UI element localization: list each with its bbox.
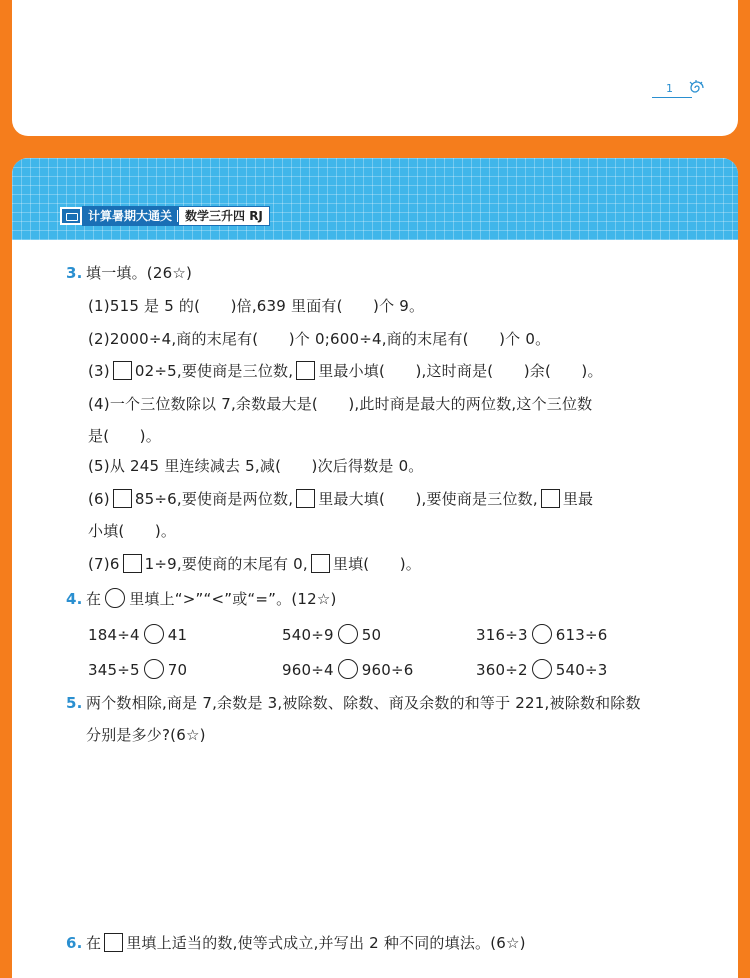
previous-page-bottom bbox=[12, 0, 738, 136]
worksheet-page bbox=[12, 158, 738, 978]
q4-item: 316÷3 613÷6 bbox=[476, 626, 608, 644]
q4-item: 360÷2 540÷3 bbox=[476, 661, 608, 679]
q4-item: 345÷5 70 bbox=[88, 661, 188, 679]
title-divider bbox=[177, 210, 178, 222]
q3-part3: (3) 02÷5,要使商是三位数, 里最小填( ),这时商是( )余( )。 bbox=[88, 362, 603, 380]
answer-box[interactable] bbox=[113, 489, 132, 508]
q4-item: 540÷9 50 bbox=[282, 626, 382, 644]
compare-circle[interactable] bbox=[532, 659, 552, 679]
q3-title: 3. 填一填。(26☆) bbox=[66, 264, 193, 282]
book-icon bbox=[60, 207, 82, 225]
q5-line2: 分别是多少?(6☆) bbox=[86, 726, 206, 744]
swirl-icon bbox=[688, 80, 706, 96]
q3-number: 3. bbox=[66, 264, 83, 282]
q6-title: 6. 在 里填上适当的数,使等式成立,并写出 2 种不同的填法。(6☆) bbox=[66, 934, 526, 952]
answer-box[interactable] bbox=[113, 361, 132, 380]
q5-number: 5. bbox=[66, 694, 83, 712]
page-number: 1 bbox=[652, 82, 692, 98]
q3-part7: (7)6 1÷9,要使商的末尾有 0, 里填( )。 bbox=[88, 555, 422, 573]
grid-header-band bbox=[12, 158, 738, 240]
q3-part6-line1: (6) 85÷6,要使商是两位数, 里最大填( ),要使商是三位数, 里最 bbox=[88, 490, 594, 508]
q4-item: 184÷4 41 bbox=[88, 626, 188, 644]
q3-part4-line1: (4)一个三位数除以 7,余数最大是( ),此时商是最大的两位数,这个三位数 bbox=[88, 395, 593, 413]
series-title: 计算暑期大通关 bbox=[82, 206, 178, 226]
answer-box[interactable] bbox=[296, 361, 315, 380]
compare-circle[interactable] bbox=[338, 624, 358, 644]
q3-part5: (5)从 245 里连续减去 5,减( )次后得数是 0。 bbox=[88, 457, 424, 475]
compare-circle[interactable] bbox=[532, 624, 552, 644]
answer-box[interactable] bbox=[296, 489, 315, 508]
q4-title: 4. 在 里填上“>”“<”或“=”。(12☆) bbox=[66, 590, 337, 608]
q3-part6-line2: 小填( )。 bbox=[88, 522, 177, 540]
grade-title: 数学三升四 RJ bbox=[178, 206, 270, 226]
compare-circle[interactable] bbox=[144, 659, 164, 679]
q3-part1: (1)515 是 5 的( )倍,639 里面有( )个 9。 bbox=[88, 297, 425, 315]
q4-item: 960÷4 960÷6 bbox=[282, 661, 414, 679]
circle-icon bbox=[105, 588, 125, 608]
book-title-bar bbox=[60, 206, 270, 226]
q3-part2: (2)2000÷4,商的末尾有( )个 0;600÷4,商的末尾有( )个 0。 bbox=[88, 330, 551, 348]
compare-circle[interactable] bbox=[144, 624, 164, 644]
answer-box[interactable] bbox=[104, 933, 123, 952]
answer-box[interactable] bbox=[123, 554, 142, 573]
q6-number: 6. bbox=[66, 934, 83, 952]
answer-box[interactable] bbox=[541, 489, 560, 508]
q5-line1: 5. 两个数相除,商是 7,余数是 3,被除数、除数、商及余数的和等于 221,被除数和除数 bbox=[66, 694, 641, 712]
compare-circle[interactable] bbox=[338, 659, 358, 679]
q4-number: 4. bbox=[66, 590, 83, 608]
answer-box[interactable] bbox=[311, 554, 330, 573]
q3-part4-line2: 是( )。 bbox=[88, 427, 161, 445]
